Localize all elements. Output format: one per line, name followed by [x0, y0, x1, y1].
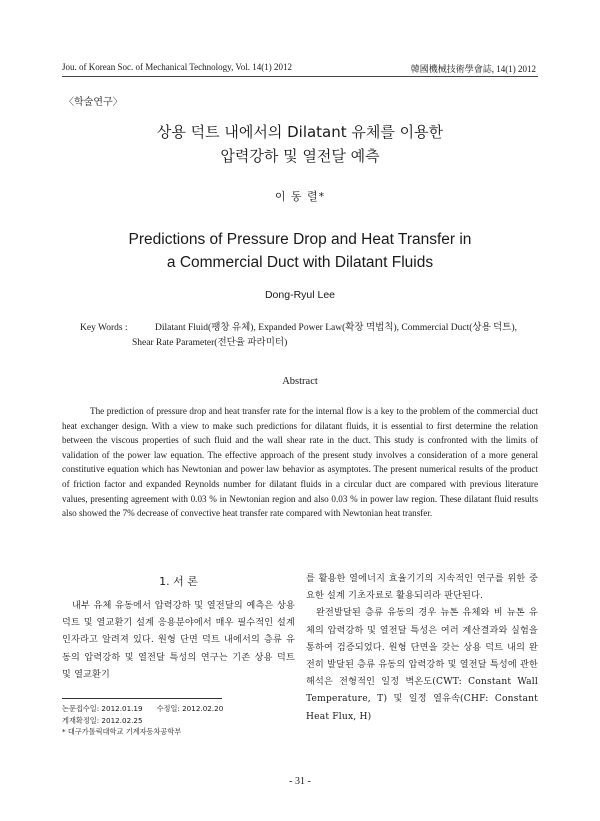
- footnote-received: 논문접수일: 2012.01.19: [62, 704, 143, 713]
- footnote-revised: 수정일: 2012.02.20: [156, 704, 224, 713]
- abstract-heading: Abstract: [282, 376, 318, 387]
- english-title-line1: Predictions of Pressure Drop and Heat Transfer in: [128, 231, 472, 248]
- korean-title-line2: 압력강하 및 열전달 예측: [220, 147, 380, 165]
- footnote-rule: [62, 698, 222, 699]
- footnote-dates: [62, 703, 223, 715]
- footnote: [62, 703, 223, 738]
- abstract-text: The prediction of pressure drop and heat transfer rate for the internal flow is a key to the problem of the commercial duct heat exchanger design. With a view to make such predictions for dilatant fluids, it is essential to first determine the relation between the viscous properties of such fluid and the wall shear rate in the duct. This study is confronted with the limits of validation of the power law equation. The effective approach of the present study involves a consideration of a more general constitutive equation which has Newtonian and power law behavior as asymptotes. The present numerical results of the product of friction factor and expanded Reynolds number for dilatant fluids in a circular duct are compared with previous literature values, presenting agreement with 0.03 % in Newtonian region and also 0.03 % in power law region. These dilatant fluid results also showed the 7% decrease of convective heat transfer rate compared with Newtonian heat transfer.: [62, 406, 538, 519]
- article-category: 〈학술연구〉: [64, 97, 123, 108]
- keywords-line2: Shear Rate Parameter(전단율 파라미터): [132, 338, 288, 348]
- section-heading: 1. 서 론: [159, 575, 198, 588]
- abstract-body: [62, 404, 538, 521]
- english-author: Dong-Ryul Lee: [264, 289, 336, 301]
- header-rule: [62, 76, 538, 77]
- footnote-affiliation: * 대구가톨릭대학교 기계자동차공학부: [62, 727, 182, 736]
- intro-paragraph-right-1: 를 활용한 열에너지 효율기기의 지속적인 연구를 위한 중요한 설계 기초자료로 활용되리라 판단된다.: [306, 574, 538, 602]
- english-title-line2: a Commercial Duct with Dilatant Fluids: [166, 254, 434, 271]
- keywords-label: Key Words :: [80, 323, 128, 333]
- page-number: - 31 -: [289, 776, 311, 787]
- journal-header-en: Jou. of Korean Soc. of Mechanical Technology, Vol. 14(1) 2012: [62, 62, 292, 72]
- footnote-accepted: 게재확정일: 2012.02.25: [62, 715, 143, 725]
- intro-paragraph-right-2: 완전발달된 층류 유동의 경우 뉴톤 유체와 비 뉴톤 유체의 압력강하 및 열전달 특성은 여러 계산결과와 실험을 통하여 검증되었다. 원형 단면을 갖는 상용 덕트 내의 완전히 발달된 층류 유동의 압력강하 및 열전달 특성에 관한 해석은 전형적인 일정 벽온도(CWT: Constant Wall Temperature, T) 및 일정 열유속(CHF: Constant Heat Flux, H): [306, 608, 538, 722]
- journal-header-ko: 韓國機械技術學會誌, 14(1) 2012: [410, 64, 536, 74]
- right-column: [306, 571, 538, 726]
- keywords-block: [80, 321, 550, 351]
- keywords-line1: [80, 321, 550, 336]
- intro-paragraph-left: 내부 유체 유동에서 압력강하 및 열전달의 예측은 상용 덕트 및 열교환기 설계 응용분야에서 매우 필수적인 설계인자라고 알려져 있다. 원형 단면 덕트 내에서의 층류 유동의 압력강하 및 열전달 특성의 연구는 기존 상용 덕트 및 열교환기: [62, 601, 295, 680]
- korean-author: 이 동 렬*: [274, 190, 326, 203]
- left-column: [62, 598, 295, 684]
- korean-title-line1: 상용 덕트 내에서의 Dilatant 유체를 이용한: [156, 123, 444, 141]
- keywords-text1: Dilatant Fluid(팽창 유체), Expanded Power Law(확장 멱법칙), Commercial Duct(상용 덕트),: [155, 323, 518, 333]
